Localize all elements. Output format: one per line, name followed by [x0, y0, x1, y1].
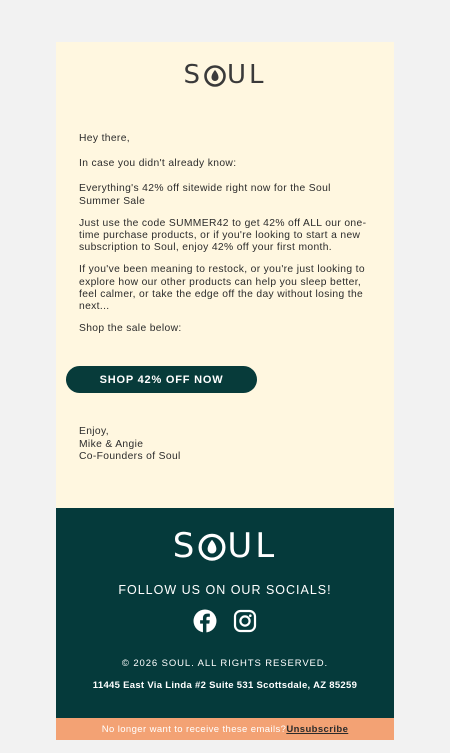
- paragraph: In case you didn't already know:: [79, 158, 237, 170]
- soul-logo-footer: [56, 526, 394, 566]
- paragraph: If you've been meaning to restock, or you're just looking to explore how our other products can help you sleep better, feel calmer, or take the edge off the day without losing the next...: [79, 264, 365, 313]
- paragraph: Everything's 42% off sitewide right now for the Soul Summer Sale: [79, 183, 331, 207]
- paragraph: Just use the code SUMMER42 to get 42% off ALL our one-time purchase products, or if you're looking to start a new subscription to Soul, enjoy 42% off your first month.: [79, 217, 367, 254]
- greeting: Hey there,: [79, 133, 131, 144]
- instagram-icon[interactable]: [233, 609, 257, 633]
- company-address: 11445 East Via Linda #2 Suite 531 Scottsdale, AZ 85259: [92, 680, 358, 691]
- signoff-line: Co-Founders of Soul: [79, 451, 181, 462]
- logo-letters-ul: UL: [227, 60, 267, 90]
- unsubscribe-prompt: No longer want to receive these emails?: [101, 723, 287, 735]
- social-links: [56, 609, 394, 633]
- signoff: [79, 426, 181, 464]
- facebook-icon[interactable]: [193, 609, 217, 633]
- logo-letter-s: S: [183, 60, 203, 90]
- email-content: [56, 42, 394, 508]
- shop-sale-button[interactable]: SHOP 42% OFF NOW: [66, 366, 257, 393]
- signoff-line: Mike & Angie: [79, 438, 144, 450]
- signoff-line: Enjoy,: [79, 426, 109, 437]
- soul-logo: [56, 60, 394, 90]
- drop-icon: [204, 63, 226, 87]
- drop-icon: [198, 531, 226, 561]
- unsubscribe-bar: [56, 718, 394, 740]
- copyright-text: © 2026 SOUL. ALL RIGHTS RESERVED.: [121, 658, 329, 669]
- logo-letter-s: S: [172, 526, 198, 566]
- follow-heading: FOLLOW US ON OUR SOCIALS!: [118, 583, 332, 597]
- email-footer: [56, 508, 394, 718]
- email-body: [79, 133, 370, 345]
- email-container: [56, 42, 394, 740]
- logo-letters-ul: UL: [227, 526, 278, 566]
- unsubscribe-link[interactable]: Unsubscribe: [286, 723, 349, 735]
- paragraph: Shop the sale below:: [79, 323, 182, 335]
